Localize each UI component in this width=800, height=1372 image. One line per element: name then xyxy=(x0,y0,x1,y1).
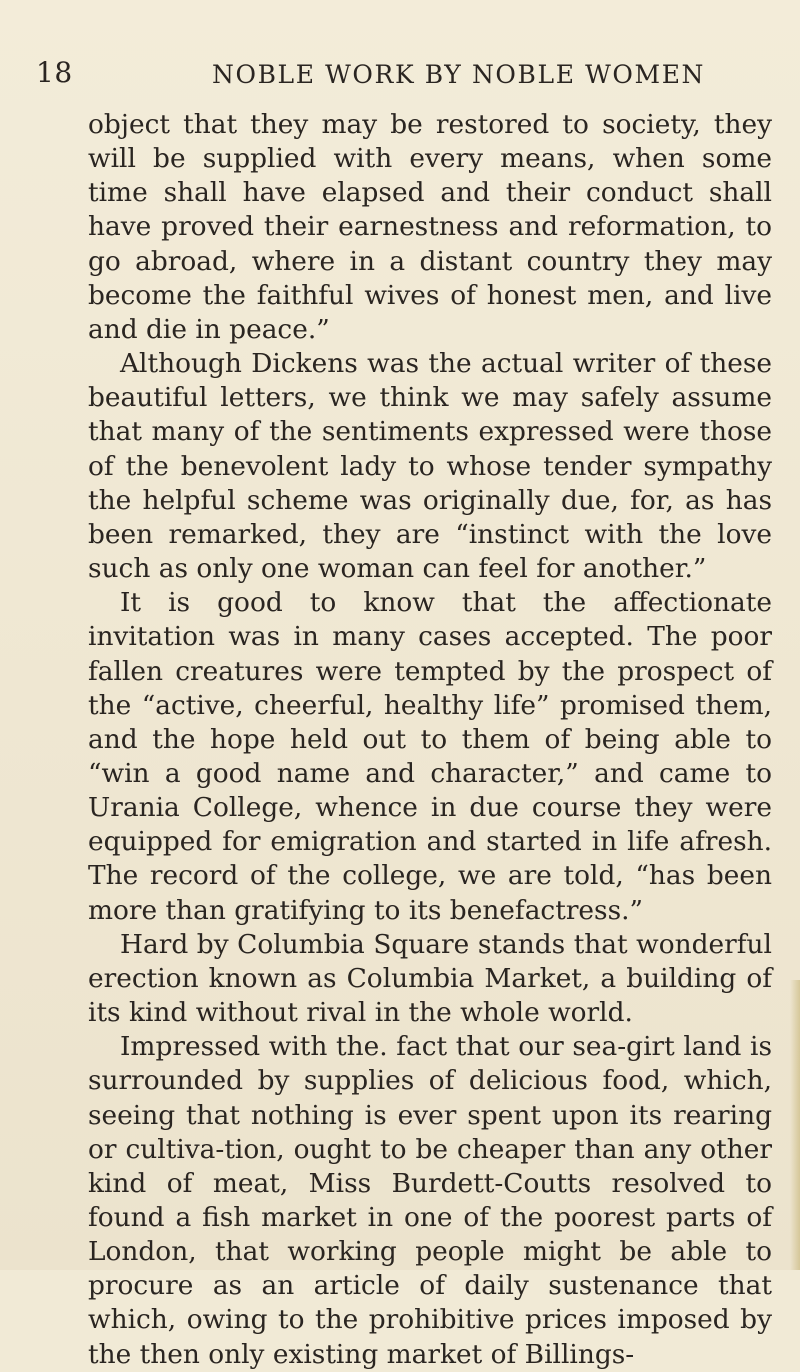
paragraph-continuation: object that they may be restored to society, they will be supplied with every means, when some time shall have elapsed and their conduct shall have proved their earnestness and reformation, to go abroad, where in a distant country they may become the faithful wives of honest men, and live and die in peace.” xyxy=(88,109,772,345)
page-header xyxy=(36,50,776,90)
paragraph-dickens-letters: Although Dickens was the actual writer of these beautiful letters, we think we may safely assume that many of the sentiments expressed were those of the benevolent lady to whose tender sympathy the helpful scheme was originally due, for, as has been remarked, they are “instinct with the love such as only one woman can feel for another.” xyxy=(88,348,772,585)
page-edge-stain xyxy=(790,980,800,1270)
paragraph-urania-college: It is good to know that the affectionate invitation was in many cases accepted. The poor fallen creatures were tempted by the prospect of the “active, cheerful, healthy life” promised them, and the hope held out to them of being able to “win a good name and character,” and came to Urania College, whence in due course they were equipped for emigration and started in life afresh. The record of the college, we are told, “has been more than gratifying to its benefactress.” xyxy=(88,587,772,926)
running-head: NOBLE WORK BY NOBLE WOMEN xyxy=(212,60,706,89)
paragraph-columbia-market: Hard by Columbia Square stands that wonderful erection known as Columbia Market, a building of its kind without rival in the whole world. xyxy=(88,928,772,1029)
page-number: 18 xyxy=(36,56,73,89)
paragraph-fish-market: Impressed with the. fact that our sea-girt land is surrounded by supplies of delicious food, which, seeing that nothing is ever spent upon its rearing or cultiva-tion, ought to be cheaper than any other kind of meat, Miss Burdett-Coutts resolved to found a fish market in one of the poorest parts of London, that working people might be able to procure as an article of daily sustenance that which, owing to the prohibitive prices imposed by the then only existing market of Billings- xyxy=(88,1031,772,1370)
body-text xyxy=(88,108,772,1372)
